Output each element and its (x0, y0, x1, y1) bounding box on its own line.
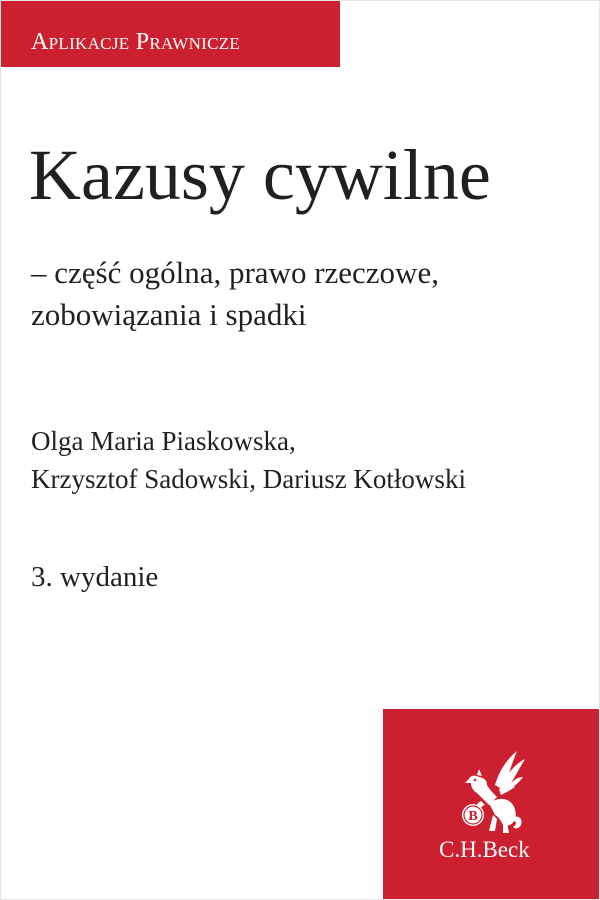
book-edition: 3. wydanie (31, 561, 159, 593)
subtitle-line: – część ogólna, prawo rzeczowe, (31, 255, 439, 290)
book-subtitle (31, 252, 439, 336)
book-title: Kazusy cywilne (29, 135, 491, 215)
publisher-block (383, 709, 600, 900)
series-banner (1, 1, 340, 67)
authors-line: Krzysztof Sadowski, Dariusz Kotłowski (31, 464, 466, 494)
subtitle-line: zobowiązania i spadki (31, 297, 307, 332)
publisher-name: C.H.Beck (439, 837, 530, 862)
griffin-logo-icon (459, 745, 527, 837)
authors-line: Olga Maria Piaskowska, (31, 426, 296, 456)
book-authors (31, 422, 466, 498)
svg-text:B: B (468, 809, 478, 824)
series-label: Aplikacje Prawnicze (31, 29, 241, 55)
